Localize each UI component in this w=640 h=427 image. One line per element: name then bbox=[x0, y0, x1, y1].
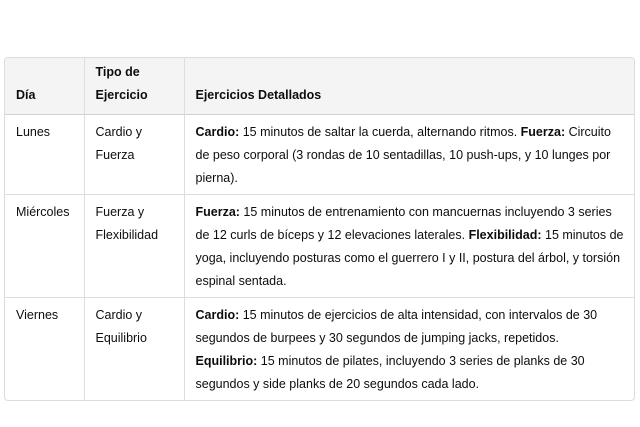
exercise-category-label: Cardio: bbox=[195, 125, 240, 139]
details-paragraph bbox=[196, 121, 627, 190]
table-row bbox=[5, 115, 634, 195]
details-paragraph bbox=[196, 201, 627, 293]
exercise-type-cell: Fuerza y Flexibilidad bbox=[84, 195, 184, 298]
workout-table bbox=[5, 58, 634, 400]
exercise-description: 15 minutos de saltar la cuerda, alternando ritmos. bbox=[239, 125, 521, 139]
exercise-category-label: Fuerza: bbox=[195, 205, 240, 219]
exercise-description: Circuito de peso corporal (3 rondas de 10 sentadillas, 10 push-ups, y 10 lunges por pierna). bbox=[195, 125, 611, 185]
day-cell: Viernes bbox=[16, 308, 59, 322]
day-cell: Miércoles bbox=[5, 195, 84, 298]
header-exercise-type: Tipo de Ejercicio bbox=[84, 58, 184, 115]
exercise-description: 15 minutos de yoga, incluyendo posturas como el guerrero I y II, postura del árbol, y torsión espinal sentada. bbox=[195, 228, 624, 288]
exercise-type-cell: Cardio y Fuerza bbox=[84, 115, 184, 195]
table-body bbox=[5, 115, 634, 401]
details-paragraph bbox=[196, 304, 627, 350]
exercise-type-cell: Cardio y Equilibrio bbox=[84, 298, 184, 401]
exercise-description: 15 minutos de entrenamiento con mancuernas incluyendo 3 series de 12 curls de bíceps y 12 elevaciones laterales. bbox=[195, 205, 612, 242]
table-row bbox=[5, 298, 634, 401]
exercise-category-label: Equilibrio: bbox=[195, 354, 258, 368]
exercise-description: 15 minutos de ejercicios de alta intensidad, con intervalos de 30 segundos de burpees y 30 segundos de jumping jacks, repetidos. bbox=[195, 308, 598, 345]
exercise-details-cell bbox=[184, 195, 634, 298]
details-paragraph bbox=[196, 350, 627, 396]
table-row bbox=[5, 195, 634, 298]
table-header-row bbox=[5, 58, 634, 115]
exercise-category-label: Fuerza: bbox=[520, 125, 566, 139]
header-day: Día bbox=[5, 58, 84, 115]
exercise-details-cell bbox=[184, 115, 634, 195]
exercise-details-cell bbox=[184, 298, 634, 401]
exercise-category-label: Flexibilidad: bbox=[468, 228, 542, 242]
exercise-description: 15 minutos de pilates, incluyendo 3 series de planks de 30 segundos y side planks de 20 segundos cada lado. bbox=[195, 354, 585, 391]
exercise-category-label: Cardio: bbox=[195, 308, 240, 322]
header-detailed-exercises: Ejercicios Detallados bbox=[184, 58, 634, 115]
day-cell: Lunes bbox=[5, 115, 84, 195]
workout-table-container bbox=[4, 57, 635, 401]
